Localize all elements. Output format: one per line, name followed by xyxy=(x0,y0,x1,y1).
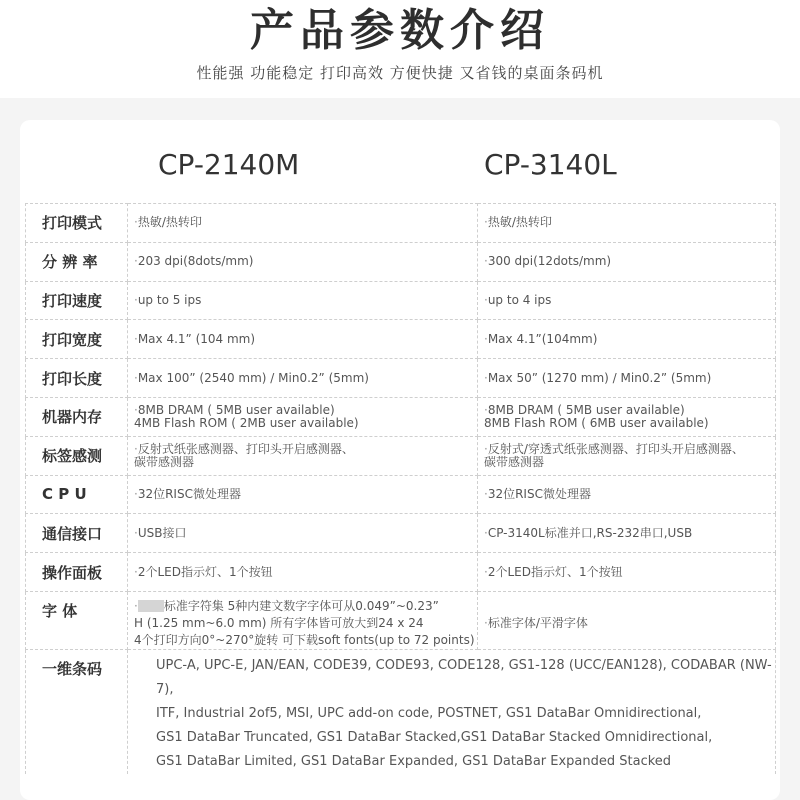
spec-value-model-1 xyxy=(128,359,478,398)
spec-label: 机器内存 xyxy=(26,397,128,436)
spec-value-line xyxy=(134,216,477,229)
spec-value-model-2 xyxy=(478,242,776,281)
bullet-dot: · xyxy=(134,215,138,230)
spec-value-line xyxy=(134,488,477,501)
model-name-1: CP-2140M xyxy=(158,148,300,181)
spec-value-line xyxy=(484,615,775,632)
spec-value-text: CP-3140L标准并口,RS-232串口,USB xyxy=(487,525,693,540)
spec-value-line xyxy=(484,294,775,307)
spec-value-line xyxy=(134,598,477,615)
spec-label: 字 体 xyxy=(26,591,128,649)
spec-value-model-1 xyxy=(128,475,478,514)
spec-value-line xyxy=(484,527,775,540)
spec-value-model-2 xyxy=(478,436,776,475)
spec-value-model-2 xyxy=(478,397,776,436)
bullet-dot: · xyxy=(134,441,138,456)
spec-value-text: 8MB Flash ROM ( 6MB user available) xyxy=(484,415,709,430)
spec-value-model-2 xyxy=(478,320,776,359)
spec-value-text: 标准字符集 5种内建文数字字体可从0.049”~0.23” xyxy=(163,598,439,613)
spec-row xyxy=(26,475,776,514)
spec-value-text: 2个LED指示灯、1个按钮 xyxy=(487,564,623,579)
spec-value-text: Max 100” (2540 mm) / Min0.2” (5mm) xyxy=(137,370,369,385)
spec-value-text: USB接口 xyxy=(137,525,187,540)
bullet-dot: · xyxy=(484,402,488,417)
spec-label: 标签感测 xyxy=(26,436,128,475)
spec-row xyxy=(26,242,776,281)
spec-value-line xyxy=(134,372,477,385)
bullet-dot: · xyxy=(484,215,488,230)
spec-value-line xyxy=(484,216,775,229)
spec-row xyxy=(26,281,776,320)
spec-value-model-1 xyxy=(128,397,478,436)
spec-value-model-1 xyxy=(128,514,478,553)
spec-label: 一维条码 xyxy=(26,649,128,774)
spec-value-text: 8MB DRAM ( 5MB user available) xyxy=(487,402,685,417)
spec-value-model-2 xyxy=(478,281,776,320)
spec-value-line xyxy=(134,333,477,346)
spec-value-model-2 xyxy=(478,591,776,649)
spec-value-text: Max 4.1”(104mm) xyxy=(487,331,598,346)
bullet-dot: · xyxy=(484,370,488,385)
spec-value-text: 32位RISC微处理器 xyxy=(137,486,241,501)
barcode-list xyxy=(128,649,776,774)
spec-value-text: H (1.25 mm~6.0 mm) 所有字体皆可放大到24 x 24 xyxy=(134,615,424,630)
spec-value-line xyxy=(134,632,477,649)
spec-value-text: 标准字体/平滑字体 xyxy=(487,615,588,630)
spec-value-model-1 xyxy=(128,242,478,281)
bullet-dot: · xyxy=(484,292,488,307)
spec-label: 分 辨 率 xyxy=(26,242,128,281)
spec-value-text: Max 4.1” (104 mm) xyxy=(137,331,256,346)
bullet-dot: · xyxy=(134,331,138,346)
spec-row xyxy=(26,204,776,243)
bullet-dot: · xyxy=(484,254,488,269)
model-header xyxy=(0,148,800,184)
spec-label: 打印模式 xyxy=(26,204,128,243)
bullet-dot: · xyxy=(134,486,138,501)
page-title: 产品参数介绍 xyxy=(250,5,550,56)
spec-value-model-1 xyxy=(128,281,478,320)
spec-value-line xyxy=(484,417,775,430)
spec-value-line xyxy=(134,294,477,307)
spec-value-text: up to 4 ips xyxy=(487,292,552,307)
spec-row xyxy=(26,359,776,398)
spec-value-line xyxy=(484,372,775,385)
barcode-line: GS1 DataBar Limited, GS1 DataBar Expanded, GS1 DataBar Expanded Stacked xyxy=(156,753,672,769)
spec-value-text: up to 5 ips xyxy=(137,292,202,307)
spec-value-text: 300 dpi(12dots/mm) xyxy=(487,254,612,269)
bullet-dot: · xyxy=(484,564,488,579)
spec-label: C P U xyxy=(26,475,128,514)
bullet-dot: · xyxy=(134,254,138,269)
bullet-dot: · xyxy=(134,598,138,613)
spec-value-model-1 xyxy=(128,591,478,649)
bullet-dot: · xyxy=(484,331,488,346)
redacted-mark xyxy=(138,600,164,612)
spec-label: 通信接口 xyxy=(26,514,128,553)
spec-value-text: 2个LED指示灯、1个按钮 xyxy=(137,564,273,579)
bullet-dot: · xyxy=(484,615,488,630)
spec-value-model-2 xyxy=(478,359,776,398)
spec-table xyxy=(25,203,776,774)
spec-row xyxy=(26,514,776,553)
barcode-line: UPC-A, UPC-E, JAN/EAN, CODE39, CODE93, CODE128, GS1-128 (UCC/EAN128), CODABAR (NW-7), xyxy=(156,657,772,697)
spec-value-line xyxy=(134,255,477,268)
spec-row xyxy=(26,553,776,592)
spec-value-line xyxy=(484,488,775,501)
spec-value-line xyxy=(134,527,477,540)
spec-value-text: 反射式/穿透式纸张感测器、打印头开启感测器、 xyxy=(487,441,744,456)
spec-value-text: 32位RISC微处理器 xyxy=(487,486,591,501)
spec-value-text: Max 50” (1270 mm) / Min0.2” (5mm) xyxy=(487,370,712,385)
spec-value-line xyxy=(134,566,477,579)
bullet-dot: · xyxy=(134,292,138,307)
spec-row xyxy=(26,320,776,359)
page-subtitle: 性能强 功能稳定 打印高效 方便快捷 又省钱的桌面条码机 xyxy=(196,64,604,82)
spec-value-line xyxy=(484,566,775,579)
spec-value-text: 碳带感测器 xyxy=(134,454,195,469)
spec-value-model-1 xyxy=(128,320,478,359)
spec-value-text: 4MB Flash ROM ( 2MB user available) xyxy=(134,415,359,430)
header xyxy=(0,0,800,98)
spec-value-text: 反射式纸张感测器、打印头开启感测器、 xyxy=(137,441,354,456)
barcode-line: GS1 DataBar Truncated, GS1 DataBar Stacked,GS1 DataBar Stacked Omnidirectional, xyxy=(156,729,713,745)
bullet-dot: · xyxy=(134,402,138,417)
bullet-dot: · xyxy=(484,441,488,456)
spec-value-text: 热敏/热转印 xyxy=(137,215,202,230)
spec-value-text: 203 dpi(8dots/mm) xyxy=(137,254,254,269)
spec-value-model-1 xyxy=(128,204,478,243)
spec-label: 操作面板 xyxy=(26,553,128,592)
spec-label: 打印长度 xyxy=(26,359,128,398)
spec-value-model-1 xyxy=(128,436,478,475)
spec-label: 打印速度 xyxy=(26,281,128,320)
spec-value-text: 8MB DRAM ( 5MB user available) xyxy=(137,402,335,417)
bullet-dot: · xyxy=(484,525,488,540)
spec-value-line xyxy=(484,333,775,346)
bullet-dot: · xyxy=(484,486,488,501)
spec-value-model-2 xyxy=(478,553,776,592)
spec-row-barcode xyxy=(26,649,776,774)
bullet-dot: · xyxy=(134,564,138,579)
spec-value-line xyxy=(484,255,775,268)
spec-value-text: 碳带感测器 xyxy=(484,454,545,469)
barcode-line: ITF, Industrial 2of5, MSI, UPC add-on code, POSTNET, GS1 DataBar Omnidirectional, xyxy=(156,705,702,721)
spec-value-line xyxy=(134,615,477,632)
spec-label: 打印宽度 xyxy=(26,320,128,359)
spec-value-text: 热敏/热转印 xyxy=(487,215,552,230)
spec-value-model-2 xyxy=(478,475,776,514)
spec-value-model-2 xyxy=(478,204,776,243)
spec-row-font xyxy=(26,591,776,649)
model-name-2: CP-3140L xyxy=(484,148,617,181)
bullet-dot: · xyxy=(134,370,138,385)
spec-value-model-2 xyxy=(478,514,776,553)
spec-row xyxy=(26,397,776,436)
spec-value-model-1 xyxy=(128,553,478,592)
spec-row xyxy=(26,436,776,475)
spec-value-line xyxy=(484,456,775,469)
bullet-dot: · xyxy=(134,525,138,540)
spec-value-text: 4个打印方向0°~270°旋转 可下载soft fonts(up to 72 points) xyxy=(134,632,475,647)
spec-value-line xyxy=(134,456,477,469)
spec-value-line xyxy=(134,417,477,430)
